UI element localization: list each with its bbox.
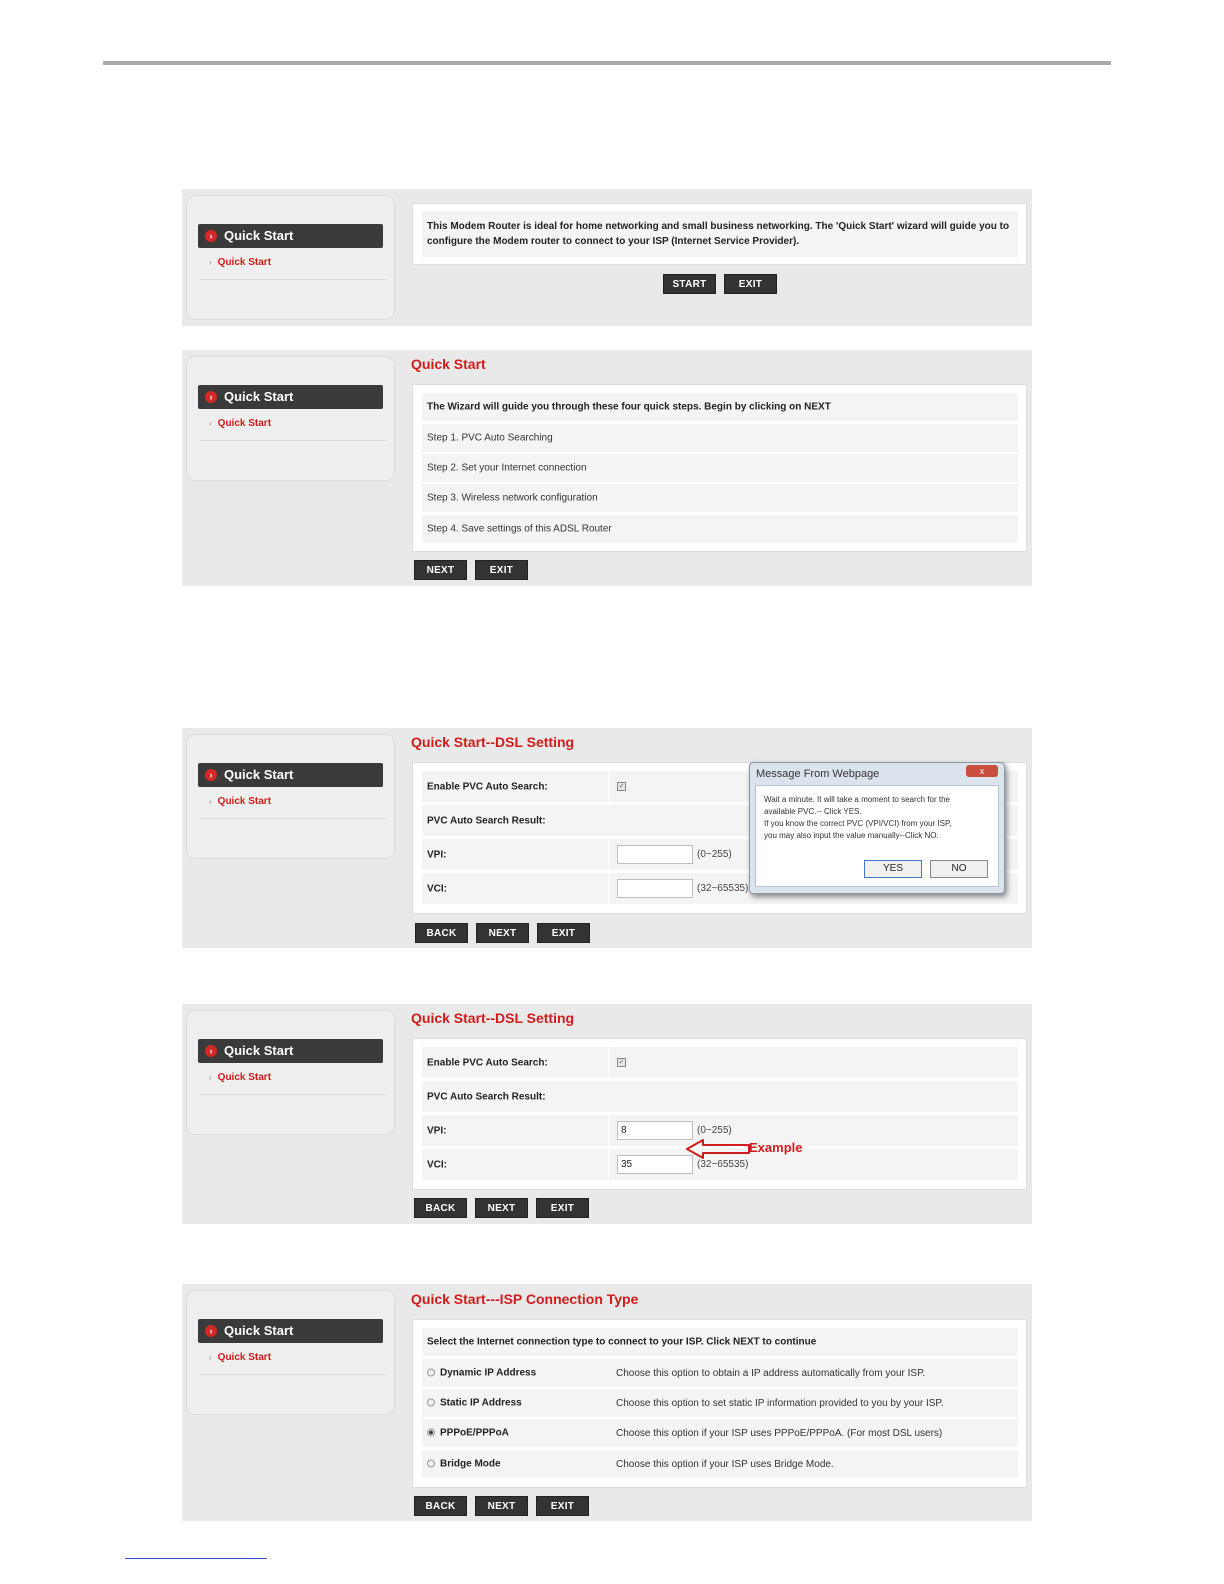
header-rule — [103, 61, 1111, 65]
vpi-input[interactable]: 8 — [617, 1121, 693, 1140]
arrow-icon: › — [209, 419, 212, 428]
wizard-intro: The Wizard will guide you through these four quick steps. Begin by clicking on NEXT — [427, 401, 831, 413]
example-annotation: Example — [749, 1140, 803, 1155]
exit-button[interactable]: EXIT — [537, 923, 590, 943]
dsl-setting-content — [412, 1038, 1027, 1190]
sidebar-item-label: Quick Start — [217, 1072, 272, 1083]
arrow-icon: › — [209, 797, 212, 806]
connection-option-row[interactable] — [422, 1419, 1018, 1447]
welcome-message-row — [422, 211, 1018, 257]
vpi-input[interactable] — [617, 845, 693, 864]
isp-connection-content — [412, 1319, 1027, 1488]
dialog-line: available PVC.-- Click YES. — [764, 807, 862, 816]
sidebar-heading-label: Quick Start — [224, 767, 294, 782]
dialog-line: Wait a minute. It will take a moment to search for the — [764, 795, 950, 804]
sidebar-heading-label: Quick Start — [224, 1323, 294, 1338]
dialog-message — [764, 794, 992, 842]
back-button[interactable]: BACK — [414, 1198, 467, 1218]
pvc-result-label: PVC Auto Search Result: — [427, 815, 546, 826]
sidebar-heading-label: Quick Start — [224, 228, 294, 243]
arrow-icon: › — [209, 258, 212, 267]
step-label: Step 2. Set your Internet connection — [427, 462, 587, 474]
sidebar-item-quick-start[interactable] — [209, 1072, 271, 1083]
sidebar-item-label: Quick Start — [217, 796, 272, 807]
pvc-result-label: PVC Auto Search Result: — [427, 1091, 546, 1102]
option-label: PPPoE/PPPoA — [440, 1427, 509, 1439]
bullet-icon: › — [205, 1045, 217, 1057]
no-button[interactable]: NO — [930, 860, 988, 878]
enable-pvc-label: Enable PVC Auto Search: — [427, 1057, 548, 1068]
sidebar — [186, 1010, 395, 1135]
bridge-mode-radio[interactable] — [427, 1460, 435, 1468]
page-title: Quick Start — [411, 356, 486, 372]
arrow-left-icon — [685, 1138, 751, 1160]
step-label: Step 3. Wireless network configuration — [427, 492, 598, 504]
sidebar-divider — [200, 1094, 386, 1095]
page-title: Quick Start---ISP Connection Type — [411, 1291, 639, 1307]
wizard-steps-content — [412, 384, 1027, 552]
wizard-steps-panel — [182, 350, 1032, 586]
connection-option-row[interactable] — [422, 1389, 1018, 1417]
back-button[interactable]: BACK — [415, 923, 468, 943]
option-description: Choose this option to set static IP information provided to you by your ISP. — [616, 1397, 944, 1409]
bullet-icon: › — [205, 1325, 217, 1337]
page-title: Quick Start--DSL Setting — [411, 1010, 575, 1026]
dialog-line: If you know the correct PVC (VPI/VCI) from your ISP, — [764, 819, 952, 828]
sidebar-heading[interactable] — [198, 385, 383, 409]
footer-link-underline[interactable] — [125, 1558, 267, 1559]
option-label: Dynamic IP Address — [440, 1367, 537, 1379]
next-button[interactable]: NEXT — [414, 560, 467, 580]
enable-pvc-label: Enable PVC Auto Search: — [427, 781, 548, 792]
arrow-icon: › — [209, 1073, 212, 1082]
next-button[interactable]: NEXT — [475, 1198, 528, 1218]
start-button[interactable]: START — [663, 274, 716, 294]
dialog-title: Message From Webpage — [756, 768, 880, 780]
next-button[interactable]: NEXT — [475, 1496, 528, 1516]
welcome-panel — [182, 189, 1032, 326]
wizard-intro-row — [422, 393, 1018, 421]
option-description: Choose this option to obtain a IP address automatically from your ISP. — [616, 1367, 926, 1379]
sidebar-heading[interactable] — [198, 763, 383, 787]
bullet-icon: › — [205, 391, 217, 403]
vci-input[interactable]: 35 — [617, 1155, 693, 1174]
enable-pvc-checkbox[interactable]: ✓ — [618, 783, 625, 790]
yes-button[interactable]: YES — [864, 860, 922, 878]
dialog-line: you may also input the value manually--Click NO. — [764, 831, 939, 840]
sidebar-item-label: Quick Start — [217, 418, 272, 429]
dsl-setting-panel-example — [182, 1004, 1032, 1224]
pvc-result-row — [422, 1081, 1018, 1112]
dynamic-ip-radio[interactable] — [427, 1369, 435, 1377]
welcome-message: This Modem Router is ideal for home networking and small business networking. The 'Quick Start' wizard will guide you to configure the Modem router to connect to your ISP (Internet Service Provider). — [427, 221, 1010, 247]
step-row — [422, 454, 1018, 482]
sidebar-divider — [200, 440, 386, 441]
step-label: Step 4. Save settings of this ADSL Router — [427, 523, 612, 535]
bullet-icon: › — [205, 230, 217, 242]
vpi-hint: (0~255) — [697, 1125, 732, 1136]
vpi-label: VPI: — [427, 849, 447, 860]
dsl-setting-panel-dialog — [182, 728, 1032, 948]
sidebar-item-quick-start[interactable] — [209, 418, 271, 429]
isp-connection-panel — [182, 1284, 1032, 1521]
sidebar-item-quick-start[interactable] — [209, 1352, 271, 1363]
sidebar-divider — [200, 818, 386, 819]
back-button[interactable]: BACK — [414, 1496, 467, 1516]
sidebar — [186, 356, 395, 481]
step-row — [422, 515, 1018, 543]
sidebar — [186, 734, 395, 859]
vci-hint: (32~65535) — [697, 1159, 749, 1170]
option-label: Bridge Mode — [440, 1458, 501, 1470]
vpi-label: VPI: — [427, 1125, 447, 1136]
pppoe-radio[interactable] — [427, 1429, 435, 1437]
vci-label: VCI: — [427, 883, 447, 894]
connection-option-row[interactable] — [422, 1359, 1018, 1387]
enable-pvc-row — [422, 1047, 1018, 1078]
sidebar-divider — [200, 279, 386, 280]
sidebar-heading[interactable] — [198, 224, 383, 248]
sidebar-item-quick-start[interactable] — [209, 796, 271, 807]
step-row — [422, 484, 1018, 512]
vci-hint: (32~65535) — [697, 883, 749, 894]
exit-button[interactable]: EXIT — [536, 1496, 589, 1516]
sidebar-divider — [200, 1374, 386, 1375]
sidebar — [186, 195, 395, 320]
exit-button[interactable]: EXIT — [475, 560, 528, 580]
connection-option-row[interactable] — [422, 1450, 1018, 1478]
sidebar-item-quick-start[interactable] — [209, 257, 271, 268]
sidebar-heading[interactable] — [198, 1039, 383, 1063]
message-dialog — [749, 762, 1005, 894]
enable-pvc-checkbox[interactable]: ✓ — [618, 1059, 625, 1066]
step-row — [422, 424, 1018, 452]
option-description: Choose this option if your ISP uses PPPoE/PPPoA. (For most DSL users) — [616, 1427, 943, 1439]
step-label: Step 1. PVC Auto Searching — [427, 432, 553, 444]
sidebar-heading-label: Quick Start — [224, 389, 294, 404]
exit-button[interactable]: EXIT — [724, 274, 777, 294]
vci-label: VCI: — [427, 1159, 447, 1170]
sidebar — [186, 1290, 395, 1415]
vpi-hint: (0~255) — [697, 849, 732, 860]
welcome-content — [412, 203, 1027, 265]
dialog-body — [755, 785, 999, 887]
sidebar-item-label: Quick Start — [217, 257, 272, 268]
bullet-icon: › — [205, 769, 217, 781]
close-icon[interactable]: x — [966, 765, 998, 777]
sidebar-item-label: Quick Start — [217, 1352, 272, 1363]
option-description: Choose this option if your ISP uses Bridge Mode. — [616, 1458, 834, 1470]
arrow-icon: › — [209, 1353, 212, 1362]
next-button[interactable]: NEXT — [476, 923, 529, 943]
sidebar-heading-label: Quick Start — [224, 1043, 294, 1058]
isp-intro-row — [422, 1328, 1018, 1356]
static-ip-radio[interactable] — [427, 1399, 435, 1407]
sidebar-heading[interactable] — [198, 1319, 383, 1343]
page-title: Quick Start--DSL Setting — [411, 734, 575, 750]
exit-button[interactable]: EXIT — [536, 1198, 589, 1218]
isp-intro: Select the Internet connection type to connect to your ISP. Click NEXT to continue — [427, 1336, 817, 1348]
option-label: Static IP Address — [440, 1397, 522, 1409]
vci-input[interactable] — [617, 879, 693, 898]
